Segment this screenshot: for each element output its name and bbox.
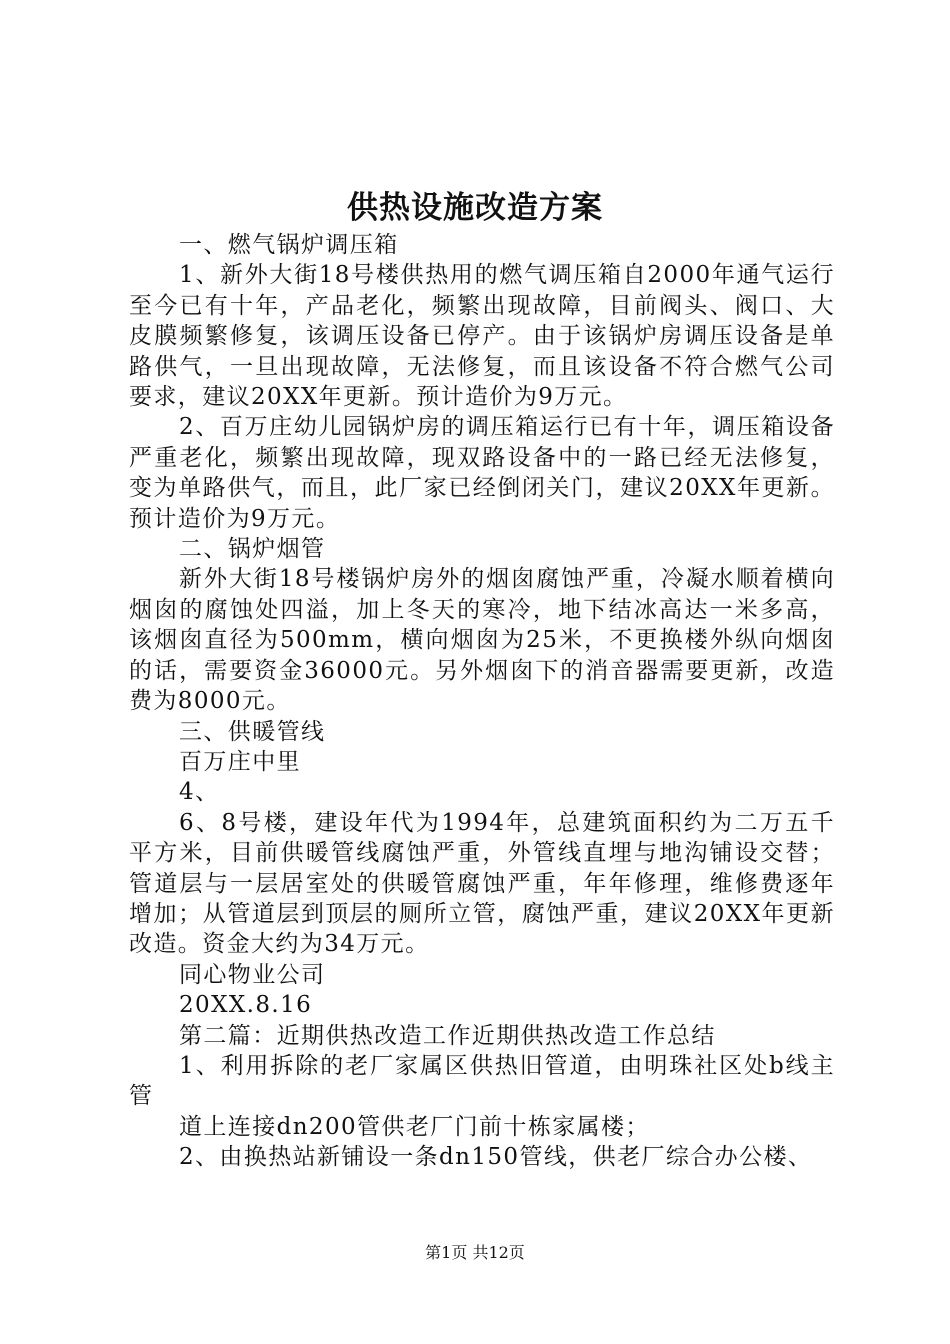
paragraph-section-3-heading: 三、供暖管线	[179, 718, 326, 745]
paragraph-location: 百万庄中里	[179, 748, 301, 775]
paragraph-item-4: 4、	[179, 779, 220, 806]
document-body	[129, 230, 835, 1173]
paragraph-item-1: 1、新外大街18号楼供热用的燃气调压箱自2000年通气运行至今已有十年，产品老化，频繁出现故障，目前阀头、阀口、大皮膜频繁修复，该调压设备已停产。由于该锅炉房调压设备是单路供气，一旦出现故障，无法修复，而且该设备不符合燃气公司要求，建议20XX年更新。预计造价为9万元。	[129, 262, 835, 411]
paragraph-date: 20XX.8.16	[179, 992, 313, 1019]
paragraph-company: 同心物业公司	[179, 961, 326, 988]
page-footer: 第1页 共12页	[425, 1243, 525, 1262]
document-title: 供热设施改造方案	[347, 190, 603, 226]
paragraph-summary-1: 1、利用拆除的老厂家属区供热旧管道，由明珠社区处b线主管	[129, 1052, 835, 1110]
paragraph-building-6-8: 6、8号楼，建设年代为1994年，总建筑面积约为二万五千平方米，目前供暖管线腐蚀严重，外管线直埋与地沟铺设交替；管道层与一层居室处的供暖管腐蚀严重，年年修理，维修费逐年增加；从管道层到顶层的厕所立管，腐蚀严重，建议20XX年更新改造。资金大约为34万元。	[129, 809, 835, 958]
paragraph-item-2: 2、百万庄幼儿园锅炉房的调压箱运行已有十年，调压箱设备严重老化，频繁出现故障，现双路设备中的一路已经无法修复，变为单路供气，而且，此厂家已经倒闭关门，建议20XX年更新。预计造价为9万元。	[129, 414, 835, 532]
paragraph-section-2-heading: 二、锅炉烟管	[179, 536, 326, 563]
paragraph-second-part-heading: 第二篇：近期供热改造工作近期供热改造工作总结	[179, 1022, 716, 1049]
paragraph-chimney: 新外大街18号楼锅炉房外的烟囱腐蚀严重，冷凝水顺着横向烟囱的腐蚀处四溢，加上冬天的寒冷，地下结冰高达一米多高，该烟囱直径为500mm，横向烟囱为25米，不更换楼外纵向烟囱的话，需要资金36000元。另外烟囱下的消音器需要更新，改造费为8000元。	[129, 566, 835, 715]
paragraph-summary-2: 2、由换热站新铺设一条dn150管线，供老厂综合办公楼、	[179, 1144, 813, 1171]
paragraph-summary-1-cont: 道上连接dn200管供老厂门前十栋家属楼；	[179, 1113, 650, 1140]
paragraph-section-1-heading: 一、燃气锅炉调压箱	[179, 232, 399, 258]
